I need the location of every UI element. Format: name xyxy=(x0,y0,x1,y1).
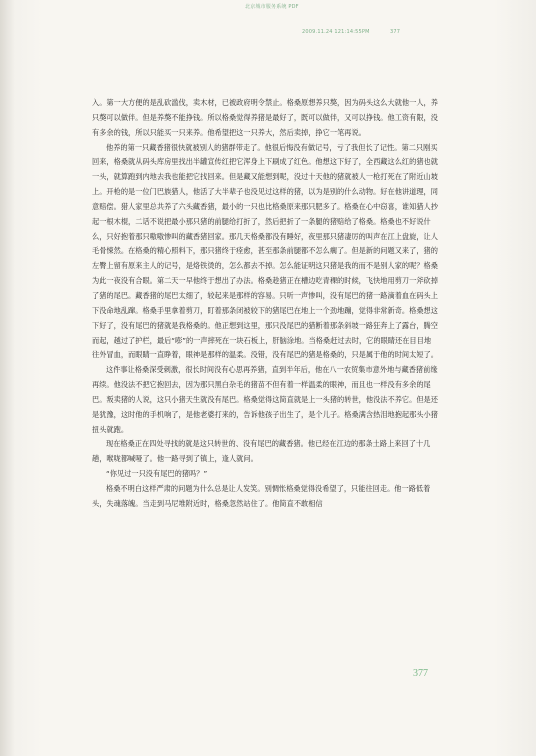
paragraph-6: 格桑不明白这样严肃的问题为什么总是让人发笑。别惆怅格桑觉得没希望了，只能往回走。他一路低着头，失魂落魄。当走到马尼堆附近时，格桑忽然站住了。他简直不敢相信 xyxy=(92,483,431,508)
paragraph-1: 入。第一大方便的是乱砍滥伐，卖木材，已被政府明令禁止。格桑原想养只獒，因为码头这么大就他一人，养只獒可以做伴。但是养獒不能挣钱。所以格桑觉得养猪是最好了，既可以做伴，又可以挣钱。他工资有限，没有多余的钱，所以只能买一只来养。他希望把这一只养大，然后卖掉，挣它一笔再说。 xyxy=(92,98,438,137)
paragraph-4: 现在格桑正在四处寻找的就是这只转世的、没有尾巴的藏香猪。他已经在江边的那条土路上来回了十几趟，喉咙都喊哑了。他一路寻到了镇上，逢人就问。 xyxy=(92,439,431,464)
paragraph-3: 这件事让格桑深受刺激，很长时间没有心思再养猪，直到半年后，他在八一农贸集市意外地与藏香猪前缘再续。他没法不把它抱回去，因为那只黑白杂毛的猪苗不但有着一样温柔的眼神，而且也一样没有多余的尾巴。叛卖猪的人说，这只小猪天生就没有尾巴。格桑觉得这简直就是上一头猪的转世，他没法不养它。但是还是犹豫，这时他的手机响了，是他老婆打来的，告诉他孩子出生了，是个儿子。格桑满含热泪地抱起那头小猪扭头就跑。 xyxy=(92,365,438,434)
body-text xyxy=(92,96,438,512)
paragraph-2: 他养的第一只藏香猪很快就被别人的猪群带走了。他很后悔没有做记号，亏了我但长了记性。第二只刚买回来，格桑就从码头库房里找出半罐宣传红把它浑身上下刷成了红色。他想这下好了，全西藏这么红的猪也就一头，就算跑到内地去我也能把它找回来。但是藏又能想到呢，没过十天他的猪就被人一枪打死在了附近山坡上。开枪的是一位门巴族猎人，他活了大半辈子也没见过这样的猪，以为是别的什么动物。好在他讲道理，同意赔偿。猎人家里总共养了六头藏香猪，最小的一只也比格桑原来那只肥多了。格桑在心中窃喜，谁知猎人抄起一根木棍，二话不说把最小那只猪的前腿给打折了，然后把折了一条腿的猪赔给了格桑。格桑也不好说什么，只好抱着那只嗷嗷惨叫的藏香猪回家。那几天格桑都没有睡好，夜里那只猪凄厉的叫声在江上盘旋，让人毛骨悚然。在格桑的精心照料下，那只猪终于痊愈，甚至那条前腿都不怎么瘸了。但是新的问题又来了，猪的左臀上留有原来主人的记号，是烙铁烫的，怎么都去不掉。怎么能证明这只猪是我的而不是别人家的呢？格桑为此一夜没有合眼。第二天一早他终于想出了办法。格桑趁猪正在槽边吃青稞的时候，飞快地用剪刀一斧砍掉了猪的尾巴。藏香猪的尾巴太细了，较起来是那样的容易。只听一声惨叫，没有尾巴的猪一路滴着血在码头上下没命地乱蹿。格桑手里拿着剪刀，盯着那条闭被较下的猪尾巴在地上一个劲地蹦，觉得非常新奇。格桑想这下好了，没有尾巴的猪就是我格桑的。他正想到这里，那只没尾巴的猎断着那条斜坡一路狂奔上了露台，腾空而起，越过了护栏，最后“嘭”的一声摔死在一块石板上，肝脑涂地。当格桑赶过去时，它的眼睛还在目目地往外冒血，而眼睛一直睁着，眼神是那样的温柔。没错，没有尾巴的猪是格桑的，只是属于他的时间太短了。 xyxy=(92,142,438,360)
scan-header-stamp: 北京城市服务系统 PDF xyxy=(245,4,299,10)
paragraph-5: “你见过一只没有尾巴的猪吗？” xyxy=(106,469,208,479)
scan-page-stamp: 377 xyxy=(390,29,401,35)
page-fold-shadow xyxy=(0,0,14,756)
page-number: 377 xyxy=(413,668,428,679)
scan-date-stamp: 2009.11.24 121:14:55PM xyxy=(302,29,370,35)
